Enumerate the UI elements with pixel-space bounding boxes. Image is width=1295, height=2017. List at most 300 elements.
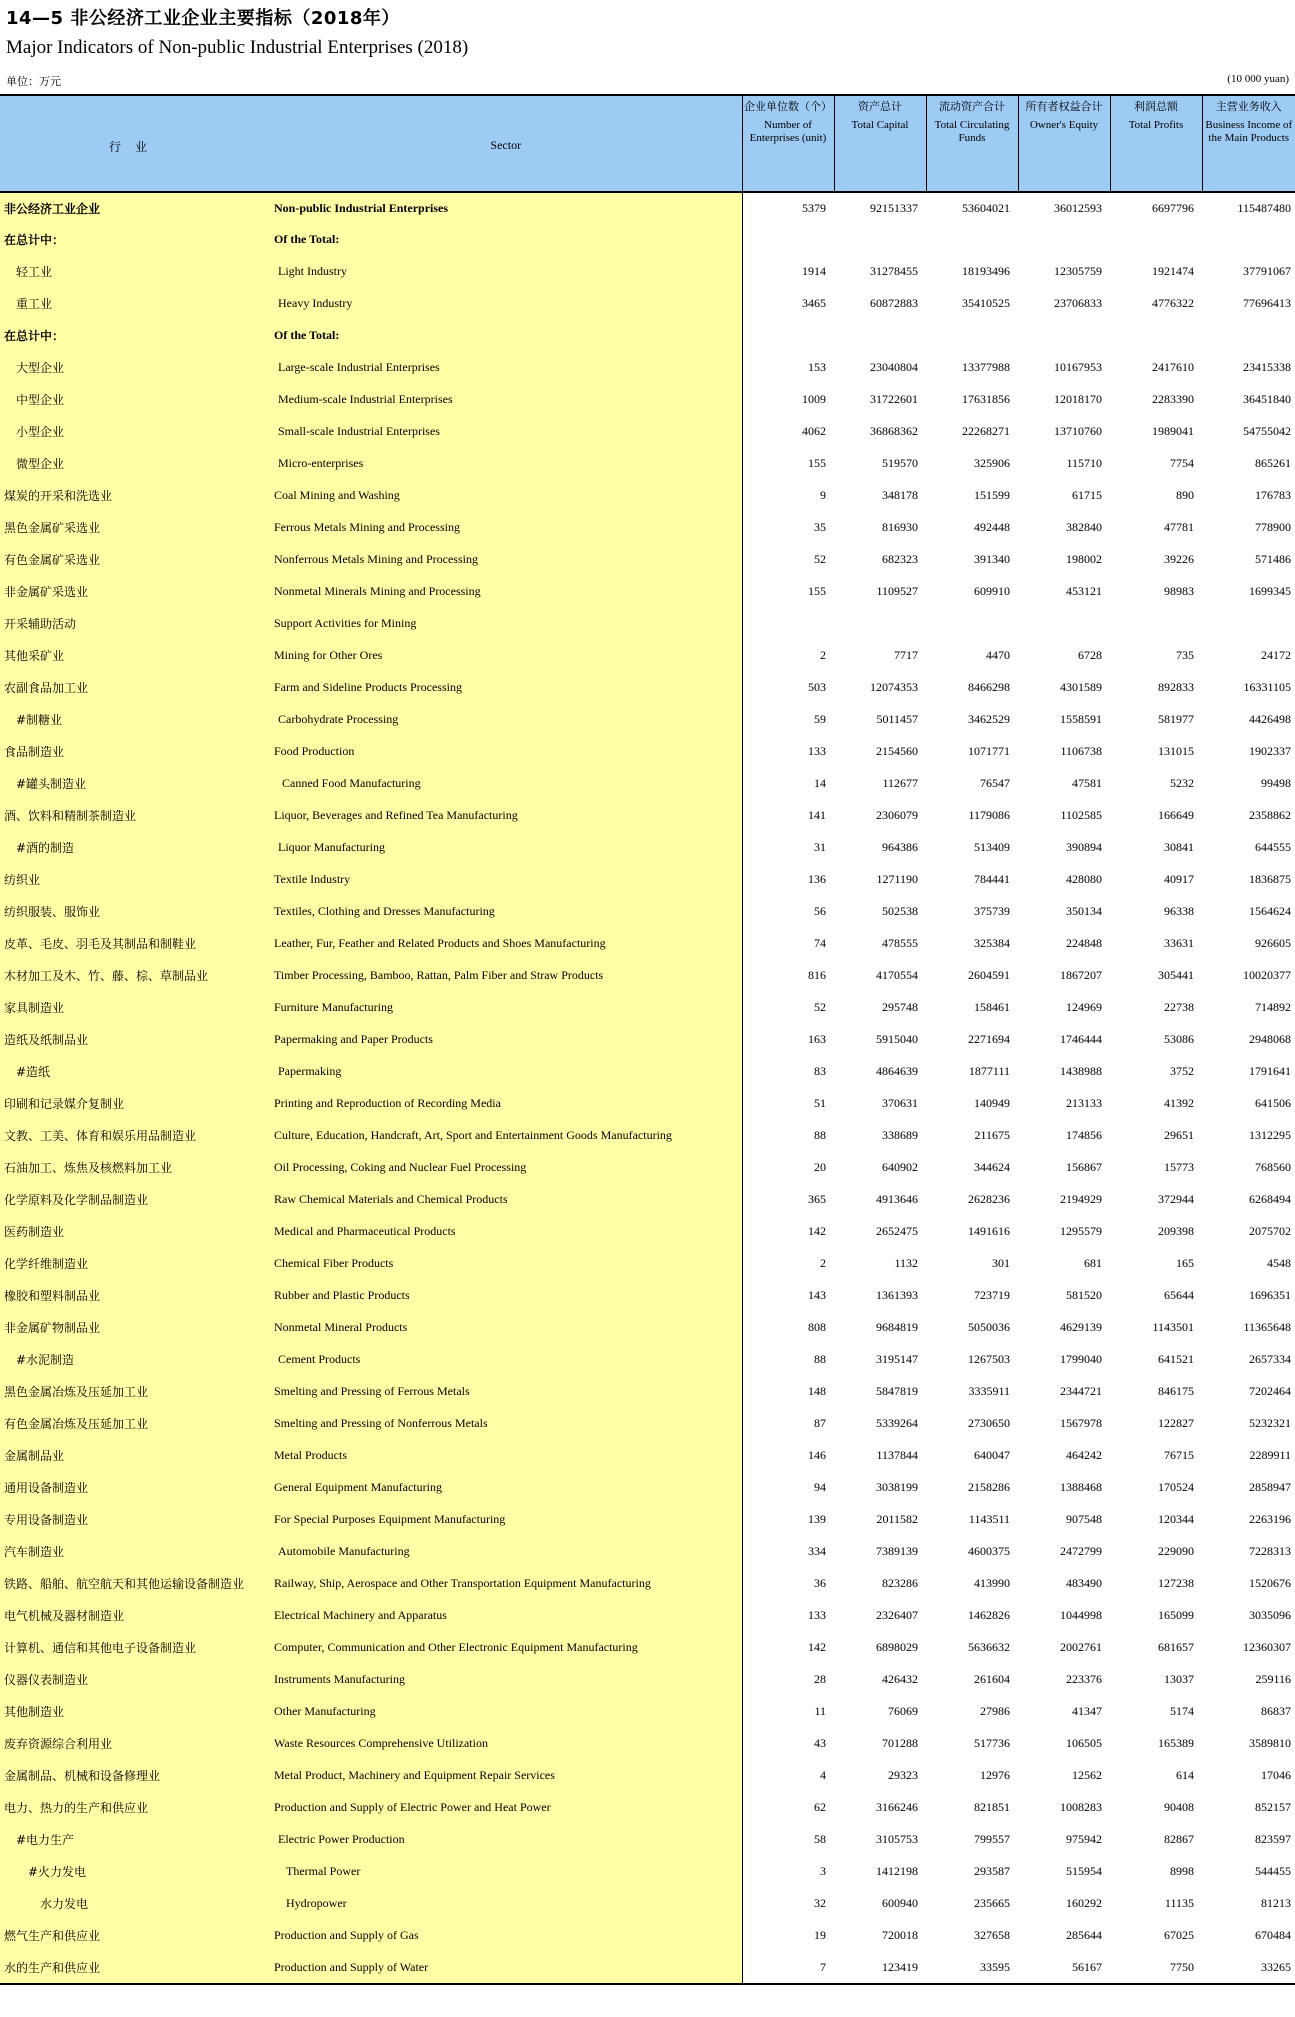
sector-name-cn: 金属制品、机械和设备修理业 — [0, 1759, 270, 1791]
sector-name-en: Non-public Industrial Enterprises — [270, 192, 742, 223]
cell-business-income: 16331105 — [1243, 679, 1291, 694]
table-row — [0, 1311, 1295, 1343]
sector-name-cn: 大型企业 — [0, 351, 270, 383]
cell-total-capital: 2326407 — [876, 1607, 918, 1622]
cell-enterprises: 88 — [814, 1351, 826, 1366]
sector-name-en: Electrical Machinery and Apparatus — [270, 1599, 742, 1631]
cell-total-capital: 295748 — [882, 999, 918, 1014]
cell-circulating-funds: 151599 — [974, 487, 1010, 502]
table-row — [0, 1279, 1295, 1311]
cell-business-income: 7202464 — [1249, 1383, 1291, 1398]
cell-total-profits: 22738 — [1164, 999, 1194, 1014]
indicators-table — [0, 94, 1295, 1985]
cell-total-profits: 82867 — [1164, 1831, 1194, 1846]
cell-total-profits: 7754 — [1170, 455, 1194, 470]
sector-name-cn: 电气机械及器材制造业 — [0, 1599, 270, 1631]
sector-name-en: Rubber and Plastic Products — [270, 1279, 742, 1311]
sector-name-cn: 开采辅助活动 — [0, 607, 270, 639]
cell-owners-equity: 390894 — [1066, 839, 1102, 854]
sector-name-en: Support Activities for Mining — [270, 607, 742, 639]
table-row — [0, 1023, 1295, 1055]
cell-business-income: 6268494 — [1249, 1191, 1291, 1206]
cell-enterprises: 142 — [808, 1223, 826, 1238]
table-row — [0, 223, 1295, 255]
sector-name-en: Carbohydrate Processing — [270, 703, 742, 735]
table-row — [0, 1567, 1295, 1599]
sector-name-en: Waste Resources Comprehensive Utilization — [270, 1727, 742, 1759]
cell-total-capital: 1412198 — [876, 1863, 918, 1878]
cell-total-capital: 7717 — [894, 647, 918, 662]
cell-enterprises: 14 — [814, 775, 826, 790]
cell-total-profits: 5232 — [1170, 775, 1194, 790]
cell-owners-equity: 464242 — [1066, 1447, 1102, 1462]
cell-owners-equity: 453121 — [1066, 583, 1102, 598]
cell-total-profits: 15773 — [1164, 1159, 1194, 1174]
cell-circulating-funds: 261604 — [974, 1671, 1010, 1686]
cell-circulating-funds: 2628236 — [968, 1191, 1010, 1206]
cell-total-profits — [1110, 607, 1202, 639]
cell-circulating-funds: 27986 — [980, 1703, 1010, 1718]
cell-owners-equity: 382840 — [1066, 519, 1102, 534]
cell-total-profits: 53086 — [1164, 1031, 1194, 1046]
table-row — [0, 767, 1295, 799]
table-row — [0, 1855, 1295, 1887]
table-row — [0, 1951, 1295, 1984]
cell-total-profits: 170524 — [1158, 1479, 1194, 1494]
cell-owners-equity: 4301589 — [1060, 679, 1102, 694]
sector-name-cn: 金属制品业 — [0, 1439, 270, 1471]
cell-owners-equity: 174856 — [1066, 1127, 1102, 1142]
cell-circulating-funds: 2271694 — [968, 1031, 1010, 1046]
sector-name-cn: 医药制造业 — [0, 1215, 270, 1247]
table-row — [0, 319, 1295, 351]
table-row — [0, 1663, 1295, 1695]
cell-owners-equity: 4629139 — [1060, 1319, 1102, 1334]
sector-name-en: Of the Total: — [270, 223, 742, 255]
cell-circulating-funds: 1491616 — [968, 1223, 1010, 1238]
sector-name-en: Heavy Industry — [270, 287, 742, 319]
cell-enterprises: 59 — [814, 711, 826, 726]
sector-name-cn: 轻工业 — [0, 255, 270, 287]
sector-name-cn: #罐头制造业 — [0, 767, 270, 799]
cell-enterprises: 7 — [742, 1951, 834, 1984]
table-row — [0, 1215, 1295, 1247]
sector-name-en: Other Manufacturing — [270, 1695, 742, 1727]
cell-enterprises: 87 — [814, 1415, 826, 1430]
cell-total-capital: 6898029 — [876, 1639, 918, 1654]
table-row — [0, 1919, 1295, 1951]
sector-name-en: Mining for Other Ores — [270, 639, 742, 671]
cell-business-income: 33265 — [1202, 1951, 1295, 1984]
cell-circulating-funds: 13377988 — [962, 359, 1010, 374]
cell-circulating-funds: 2730650 — [968, 1415, 1010, 1430]
cell-business-income: 768560 — [1255, 1159, 1291, 1174]
sector-name-en: Production and Supply of Water — [270, 1951, 742, 1984]
cell-circulating-funds: 325384 — [974, 935, 1010, 950]
cell-total-profits: 209398 — [1158, 1223, 1194, 1238]
sector-name-cn: 纺织业 — [0, 863, 270, 895]
cell-circulating-funds: 33595 — [926, 1951, 1018, 1984]
cell-owners-equity: 223376 — [1066, 1671, 1102, 1686]
sector-name-en: Liquor, Beverages and Refined Tea Manufacturing — [270, 799, 742, 831]
table-body — [0, 192, 1295, 1984]
cell-total-capital: 519570 — [882, 455, 918, 470]
cell-owners-equity: 13710760 — [1054, 423, 1102, 438]
sector-name-en: Small-scale Industrial Enterprises — [270, 415, 742, 447]
cell-enterprises: 155 — [808, 583, 826, 598]
cell-enterprises: 334 — [808, 1543, 826, 1558]
cell-business-income: 81213 — [1261, 1895, 1291, 1910]
cell-circulating-funds — [926, 223, 1018, 255]
sector-name-cn: 在总计中： — [0, 223, 270, 255]
sector-name-en: Smelting and Pressing of Ferrous Metals — [270, 1375, 742, 1407]
cell-enterprises: 133 — [808, 1607, 826, 1622]
table-row — [0, 1183, 1295, 1215]
sector-name-cn: 水力发电 — [0, 1887, 270, 1919]
sector-name-en: Oil Processing, Coking and Nuclear Fuel Processing — [270, 1151, 742, 1183]
cell-total-capital: 3195147 — [876, 1351, 918, 1366]
cell-circulating-funds: 723719 — [974, 1287, 1010, 1302]
cell-owners-equity: 350134 — [1066, 903, 1102, 918]
sector-name-cn: 皮革、毛皮、羽毛及其制品和制鞋业 — [0, 927, 270, 959]
cell-enterprises: 11 — [814, 1703, 826, 1718]
cell-total-capital: 720018 — [882, 1927, 918, 1942]
cell-total-profits: 1143501 — [1152, 1319, 1194, 1334]
cell-total-capital: 2011582 — [876, 1511, 918, 1526]
sector-name-cn: 有色金属冶炼及压延加工业 — [0, 1407, 270, 1439]
cell-total-profits: 641521 — [1158, 1351, 1194, 1366]
sector-name-en: Raw Chemical Materials and Chemical Products — [270, 1183, 742, 1215]
cell-enterprises: 816 — [808, 967, 826, 982]
cell-total-profits: 305441 — [1158, 967, 1194, 982]
cell-enterprises: 2 — [820, 1255, 826, 1270]
cell-total-profits: 3752 — [1170, 1063, 1194, 1078]
table-row — [0, 1247, 1295, 1279]
sector-name-cn: #电力生产 — [0, 1823, 270, 1855]
table-row — [0, 703, 1295, 735]
cell-owners-equity: 1388468 — [1060, 1479, 1102, 1494]
cell-enterprises: 32 — [814, 1895, 826, 1910]
cell-enterprises: 4 — [820, 1767, 826, 1782]
cell-business-income: 571486 — [1255, 551, 1291, 566]
cell-total-profits: 372944 — [1158, 1191, 1194, 1206]
cell-total-profits: 5174 — [1170, 1703, 1194, 1718]
table-row — [0, 1343, 1295, 1375]
cell-total-capital: 3038199 — [876, 1479, 918, 1494]
sector-name-cn: 小型企业 — [0, 415, 270, 447]
cell-total-capital — [834, 223, 926, 255]
cell-circulating-funds — [926, 319, 1018, 351]
cell-total-capital: 76069 — [888, 1703, 918, 1718]
cell-circulating-funds: 1462826 — [968, 1607, 1010, 1622]
cell-circulating-funds: 3462529 — [968, 711, 1010, 726]
cell-enterprises: 31 — [814, 839, 826, 854]
cell-total-profits: 892833 — [1158, 679, 1194, 694]
cell-circulating-funds — [926, 607, 1018, 639]
table-row — [0, 383, 1295, 415]
sector-name-en: Ferrous Metals Mining and Processing — [270, 511, 742, 543]
sector-name-en: Medium-scale Industrial Enterprises — [270, 383, 742, 415]
table-row — [0, 543, 1295, 575]
cell-owners-equity: 224848 — [1066, 935, 1102, 950]
cell-business-income: 7228313 — [1249, 1543, 1291, 1558]
cell-enterprises: 148 — [808, 1383, 826, 1398]
sector-name-cn: 微型企业 — [0, 447, 270, 479]
cell-circulating-funds: 391340 — [974, 551, 1010, 566]
cell-circulating-funds: 1267503 — [968, 1351, 1010, 1366]
sector-name-cn: 专用设备制造业 — [0, 1503, 270, 1535]
cell-total-capital: 5847819 — [876, 1383, 918, 1398]
sector-name-cn: 有色金属矿采选业 — [0, 543, 270, 575]
cell-total-capital: 3166246 — [876, 1799, 918, 1814]
cell-circulating-funds: 821851 — [974, 1799, 1010, 1814]
sector-name-cn: 橡胶和塑料制品业 — [0, 1279, 270, 1311]
cell-total-capital: 1361393 — [876, 1287, 918, 1302]
cell-total-capital: 12074353 — [870, 679, 918, 694]
cell-business-income: 54755042 — [1243, 423, 1291, 438]
cell-enterprises — [742, 607, 834, 639]
table-row — [0, 1055, 1295, 1087]
cell-owners-equity: 12018170 — [1054, 391, 1102, 406]
cell-business-income: 115487480 — [1237, 200, 1291, 215]
cell-enterprises: 83 — [814, 1063, 826, 1078]
cell-circulating-funds: 413990 — [974, 1575, 1010, 1590]
sector-name-cn: 中型企业 — [0, 383, 270, 415]
sector-name-cn: 石油加工、炼焦及核燃料加工业 — [0, 1151, 270, 1183]
cell-enterprises — [742, 319, 834, 351]
cell-business-income: 259116 — [1255, 1671, 1291, 1686]
cell-total-capital: 370631 — [882, 1095, 918, 1110]
cell-circulating-funds: 293587 — [974, 1863, 1010, 1878]
cell-owners-equity: 124969 — [1066, 999, 1102, 1014]
sector-name-en: Nonmetal Mineral Products — [270, 1311, 742, 1343]
cell-enterprises: 5379 — [802, 200, 826, 215]
cell-total-profits: 166649 — [1158, 807, 1194, 822]
cell-total-profits: 614 — [1176, 1767, 1194, 1782]
table-row — [0, 1439, 1295, 1471]
cell-circulating-funds: 325906 — [974, 455, 1010, 470]
cell-owners-equity: 198002 — [1066, 551, 1102, 566]
header-sector-cn: 行业 — [0, 95, 270, 192]
sector-name-en: Medical and Pharmaceutical Products — [270, 1215, 742, 1247]
cell-circulating-funds: 784441 — [974, 871, 1010, 886]
cell-enterprises — [742, 223, 834, 255]
page-title-en: Major Indicators of Non-public Industrial Enterprises (2018) — [6, 37, 469, 58]
table-row — [0, 831, 1295, 863]
cell-business-income: 11365648 — [1243, 1319, 1291, 1334]
table-row — [0, 415, 1295, 447]
table-row — [0, 1887, 1295, 1919]
cell-total-profits: 131015 — [1158, 743, 1194, 758]
cell-owners-equity: 975942 — [1066, 1831, 1102, 1846]
table-row — [0, 511, 1295, 543]
cell-business-income: 86837 — [1261, 1703, 1291, 1718]
table-row — [0, 1471, 1295, 1503]
cell-total-profits: 165099 — [1158, 1607, 1194, 1622]
cell-total-capital: 29323 — [888, 1767, 918, 1782]
cell-business-income: 36451840 — [1243, 391, 1291, 406]
cell-owners-equity: 2472799 — [1060, 1543, 1102, 1558]
cell-business-income — [1202, 319, 1295, 351]
cell-total-profits: 76715 — [1164, 1447, 1194, 1462]
sector-name-cn: 非公经济工业企业 — [0, 192, 270, 223]
cell-circulating-funds: 2158286 — [968, 1479, 1010, 1494]
table-row — [0, 1119, 1295, 1151]
cell-owners-equity: 1746444 — [1060, 1031, 1102, 1046]
cell-owners-equity: 1008283 — [1060, 1799, 1102, 1814]
cell-owners-equity: 515954 — [1066, 1863, 1102, 1878]
sector-name-cn: #水泥制造 — [0, 1343, 270, 1375]
cell-business-income: 99498 — [1261, 775, 1291, 790]
cell-total-profits: 165389 — [1158, 1735, 1194, 1750]
cell-owners-equity: 1799040 — [1060, 1351, 1102, 1366]
cell-enterprises: 153 — [808, 359, 826, 374]
cell-circulating-funds: 235665 — [974, 1895, 1010, 1910]
cell-total-profits: 229090 — [1158, 1543, 1194, 1558]
cell-enterprises: 141 — [808, 807, 826, 822]
cell-total-profits: 96338 — [1164, 903, 1194, 918]
cell-total-profits: 6697796 — [1152, 200, 1194, 215]
cell-total-profits: 30841 — [1164, 839, 1194, 854]
table-row — [0, 255, 1295, 287]
cell-total-profits: 2283390 — [1152, 391, 1194, 406]
cell-total-capital: 348178 — [882, 487, 918, 502]
cell-business-income: 1902337 — [1249, 743, 1291, 758]
sector-name-cn: 食品制造业 — [0, 735, 270, 767]
cell-owners-equity: 907548 — [1066, 1511, 1102, 1526]
cell-owners-equity: 2194929 — [1060, 1191, 1102, 1206]
cell-business-income: 10020377 — [1243, 967, 1291, 982]
cell-total-profits: 39226 — [1164, 551, 1194, 566]
table-row — [0, 1695, 1295, 1727]
cell-owners-equity: 483490 — [1066, 1575, 1102, 1590]
sector-name-en: General Equipment Manufacturing — [270, 1471, 742, 1503]
cell-total-profits: 846175 — [1158, 1383, 1194, 1398]
sector-name-en: Metal Products — [270, 1439, 742, 1471]
table-row — [0, 863, 1295, 895]
cell-business-income: 3035096 — [1249, 1607, 1291, 1622]
table-row — [0, 1375, 1295, 1407]
cell-circulating-funds: 3335911 — [968, 1383, 1010, 1398]
cell-owners-equity: 156867 — [1066, 1159, 1102, 1174]
sector-name-cn: 非金属矿物制品业 — [0, 1311, 270, 1343]
cell-total-profits: 120344 — [1158, 1511, 1194, 1526]
cell-business-income — [1202, 607, 1295, 639]
cell-owners-equity: 12305759 — [1054, 263, 1102, 278]
sector-name-en: Timber Processing, Bamboo, Rattan, Palm Fiber and Straw Products — [270, 959, 742, 991]
sector-name-en: Cement Products — [270, 1343, 742, 1375]
sector-name-cn: 煤炭的开采和洗选业 — [0, 479, 270, 511]
cell-circulating-funds: 158461 — [974, 999, 1010, 1014]
cell-circulating-funds: 609910 — [974, 583, 1010, 598]
cell-enterprises: 19 — [814, 1927, 826, 1942]
cell-enterprises: 163 — [808, 1031, 826, 1046]
table-row — [0, 1727, 1295, 1759]
sector-name-en: Metal Product, Machinery and Equipment Repair Services — [270, 1759, 742, 1791]
cell-total-profits: 11135 — [1164, 1895, 1194, 1910]
sector-name-cn: #火力发电 — [0, 1855, 270, 1887]
cell-total-profits: 90408 — [1164, 1799, 1194, 1814]
cell-circulating-funds: 53604021 — [962, 200, 1010, 215]
cell-enterprises: 35 — [814, 519, 826, 534]
cell-total-capital — [834, 319, 926, 351]
sector-name-cn: 农副食品加工业 — [0, 671, 270, 703]
sector-name-cn: 其他采矿业 — [0, 639, 270, 671]
cell-owners-equity: 106505 — [1066, 1735, 1102, 1750]
table-row — [0, 1535, 1295, 1567]
table-row — [0, 1791, 1295, 1823]
cell-circulating-funds: 8466298 — [968, 679, 1010, 694]
sector-name-cn: 通用设备制造业 — [0, 1471, 270, 1503]
cell-enterprises: 74 — [814, 935, 826, 950]
cell-circulating-funds: 513409 — [974, 839, 1010, 854]
cell-total-capital: 5915040 — [876, 1031, 918, 1046]
cell-business-income: 23415338 — [1243, 359, 1291, 374]
cell-total-capital — [834, 607, 926, 639]
cell-total-capital: 600940 — [882, 1895, 918, 1910]
cell-business-income — [1202, 223, 1295, 255]
cell-enterprises: 4062 — [802, 423, 826, 438]
table-row — [0, 1151, 1295, 1183]
table-row — [0, 607, 1295, 639]
sector-name-en: Instruments Manufacturing — [270, 1663, 742, 1695]
cell-business-income: 77696413 — [1243, 295, 1291, 310]
sector-name-cn: #酒的制造 — [0, 831, 270, 863]
cell-total-capital: 964386 — [882, 839, 918, 854]
cell-enterprises: 94 — [814, 1479, 826, 1494]
cell-total-profits: 165 — [1176, 1255, 1194, 1270]
cell-enterprises: 3 — [820, 1863, 826, 1878]
cell-circulating-funds: 22268271 — [962, 423, 1010, 438]
cell-business-income: 1520676 — [1249, 1575, 1291, 1590]
cell-owners-equity: 1106738 — [1060, 743, 1102, 758]
cell-business-income: 1791641 — [1249, 1063, 1291, 1078]
table-row — [0, 1599, 1295, 1631]
table-row — [0, 575, 1295, 607]
cell-total-capital: 640902 — [882, 1159, 918, 1174]
cell-enterprises: 20 — [814, 1159, 826, 1174]
cell-owners-equity: 581520 — [1066, 1287, 1102, 1302]
cell-total-capital: 2154560 — [876, 743, 918, 758]
cell-total-capital: 123419 — [834, 1951, 926, 1984]
cell-total-capital: 9684819 — [876, 1319, 918, 1334]
sector-name-cn: 重工业 — [0, 287, 270, 319]
sector-name-cn: #制糖业 — [0, 703, 270, 735]
cell-business-income: 2657334 — [1249, 1351, 1291, 1366]
cell-business-income: 2263196 — [1249, 1511, 1291, 1526]
cell-total-profits — [1110, 223, 1202, 255]
cell-total-profits: 98983 — [1164, 583, 1194, 598]
sector-name-en: Railway, Ship, Aerospace and Other Transportation Equipment Manufacturing — [270, 1567, 742, 1599]
cell-enterprises: 3465 — [802, 295, 826, 310]
cell-enterprises: 139 — [808, 1511, 826, 1526]
cell-circulating-funds: 18193496 — [962, 263, 1010, 278]
cell-owners-equity: 61715 — [1072, 487, 1102, 502]
cell-business-income: 5232321 — [1249, 1415, 1291, 1430]
cell-total-capital: 1132 — [894, 1255, 918, 1270]
cell-circulating-funds: 4600375 — [968, 1543, 1010, 1558]
cell-total-profits: 8998 — [1170, 1863, 1194, 1878]
cell-total-profits: 735 — [1176, 647, 1194, 662]
cell-enterprises: 136 — [808, 871, 826, 886]
table-row — [0, 895, 1295, 927]
cell-owners-equity: 1867207 — [1060, 967, 1102, 982]
table-row — [0, 735, 1295, 767]
cell-enterprises: 1914 — [802, 263, 826, 278]
cell-business-income: 778900 — [1255, 519, 1291, 534]
sector-name-en: Chemical Fiber Products — [270, 1247, 742, 1279]
cell-owners-equity: 41347 — [1072, 1703, 1102, 1718]
